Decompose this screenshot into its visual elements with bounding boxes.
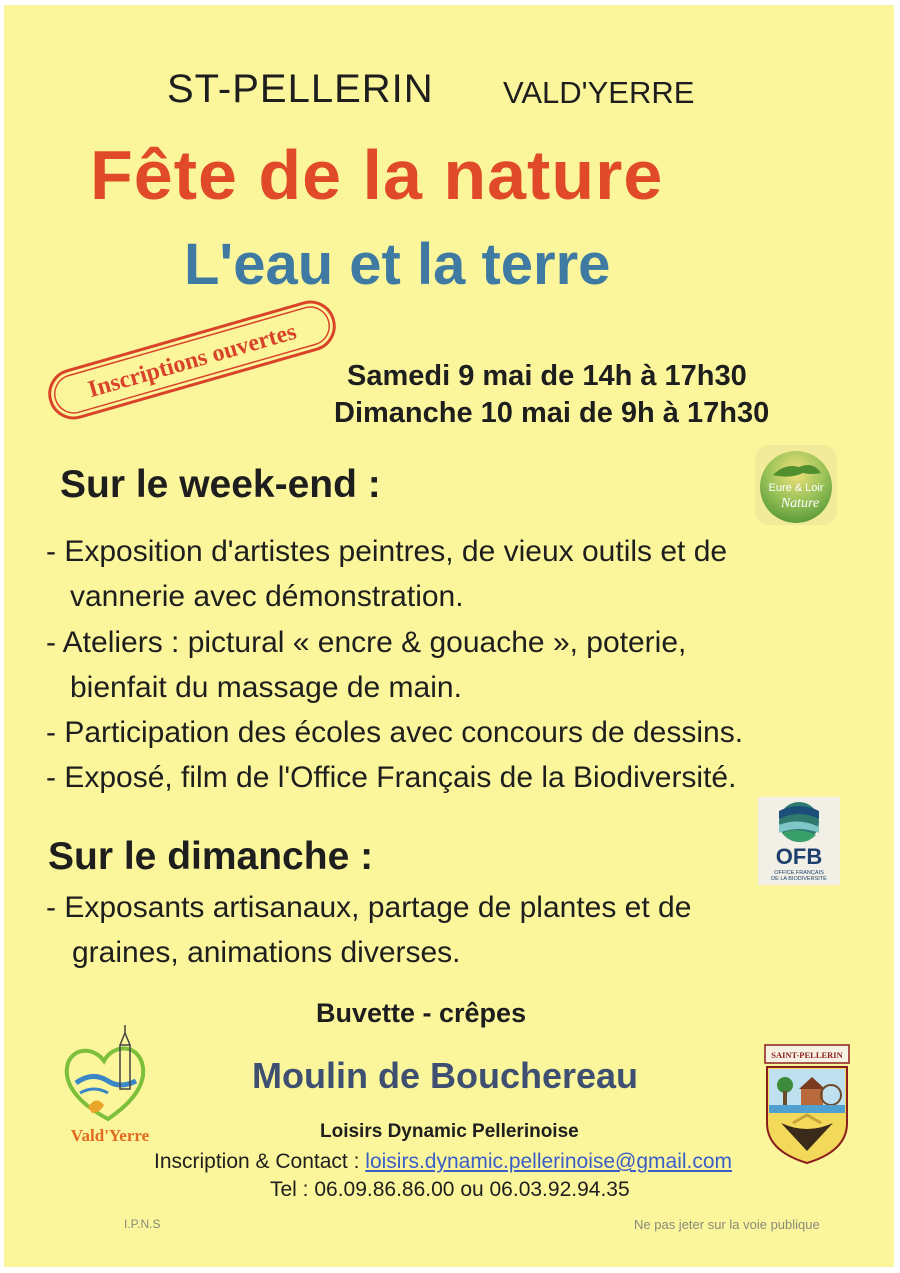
vald-yerre-logo bbox=[48, 1023, 174, 1147]
weekend-heading: Sur le week-end : bbox=[60, 463, 381, 506]
weekend-line: - Exposition d'artistes peintres, de vieux outils et de bbox=[46, 535, 728, 568]
ofb-acronym: OFB bbox=[775, 844, 823, 869]
event-subtitle: L'eau et la terre bbox=[184, 232, 611, 297]
saint-pellerin-coat-of-arms bbox=[761, 1043, 853, 1165]
weekend-line: - Ateliers : pictural « encre & gouache », poterie, bbox=[46, 626, 687, 659]
weekend-line: - Participation des écoles avec concours de dessins. bbox=[46, 716, 744, 749]
contact-line bbox=[154, 1150, 732, 1174]
ofb-logo bbox=[758, 797, 840, 885]
contact-phone: Tel : 06.09.86.86.00 ou 06.03.92.94.35 bbox=[270, 1178, 630, 1201]
stamp-text: Inscriptions ouvertes bbox=[85, 318, 300, 404]
organizer-name: Loisirs Dynamic Pellerinoise bbox=[320, 1121, 579, 1142]
ofb-line2: DE LA BIODIVERSITÉ bbox=[771, 876, 827, 882]
eure-loir-line2: Nature bbox=[780, 496, 820, 511]
sunday-line: - Exposants artisanaux, partage de plantes et de bbox=[46, 891, 692, 924]
town-name: ST-PELLERIN bbox=[167, 67, 434, 111]
saint-pellerin-banner: SAINT-PELLERIN bbox=[771, 1050, 843, 1060]
weekend-line: vannerie avec démonstration. bbox=[70, 580, 464, 613]
venue-name: Moulin de Bouchereau bbox=[252, 1055, 639, 1096]
ipns-note: I.P.N.S bbox=[124, 1217, 161, 1231]
weekend-line: - Exposé, film de l'Office Français de la Biodiversité. bbox=[46, 761, 737, 794]
commune-name: VALD'YERRE bbox=[503, 75, 695, 110]
sunday-line: graines, animations diverses. bbox=[72, 936, 461, 969]
event-title: Fête de la nature bbox=[90, 136, 664, 214]
eure-et-loir-nature-logo bbox=[755, 445, 837, 525]
weekend-line: bienfait du massage de main. bbox=[70, 671, 462, 704]
vald-yerre-text: Vald'Yerre bbox=[70, 1126, 150, 1145]
poster bbox=[4, 5, 894, 1267]
ofb-line1: OFFICE FRANÇAIS bbox=[774, 870, 824, 876]
inscriptions-stamp bbox=[40, 293, 343, 428]
date-saturday: Samedi 9 mai de 14h à 17h30 bbox=[347, 360, 747, 392]
contact-email-link[interactable]: loisirs.dynamic.pellerinoise@gmail.com bbox=[365, 1150, 733, 1173]
sunday-heading: Sur le dimanche : bbox=[48, 835, 374, 878]
date-sunday: Dimanche 10 mai de 9h à 17h30 bbox=[334, 397, 770, 429]
eure-loir-line1: Eure & Loir bbox=[768, 482, 824, 494]
contact-label: Inscription & Contact : bbox=[154, 1150, 360, 1173]
disposal-note: Ne pas jeter sur la voie publique bbox=[634, 1217, 820, 1232]
buvette-text: Buvette - crêpes bbox=[316, 998, 527, 1028]
